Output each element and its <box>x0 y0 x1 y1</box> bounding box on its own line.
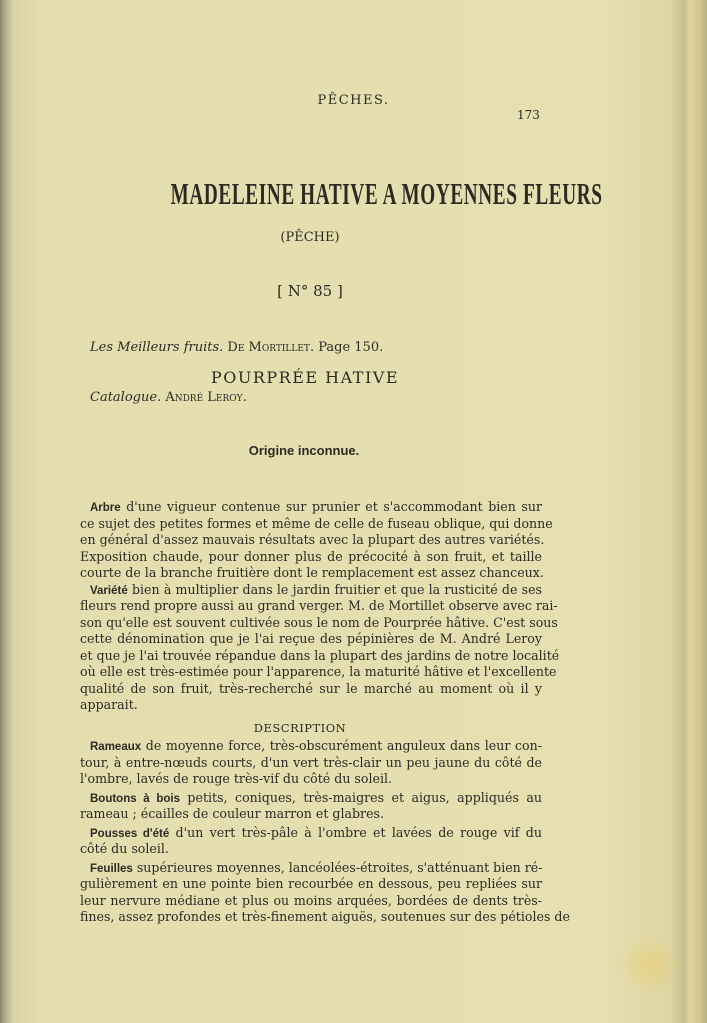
lead-term: Pousses d'été <box>90 827 170 840</box>
text-line <box>80 755 542 771</box>
synonym-heading: POURPRÉE HATIVE <box>210 368 400 387</box>
text-line <box>80 647 560 664</box>
reference-author: De Mortillet. <box>227 340 315 355</box>
entry-subtitle: (PÊCHE) <box>280 230 340 245</box>
lead-term: Variété <box>90 584 128 597</box>
text-line <box>80 681 542 697</box>
reference-author: André Leroy. <box>165 390 247 405</box>
text-line <box>80 549 542 565</box>
lead-term: Boutons à bois <box>90 792 180 805</box>
line-text: leur nervure médiane et plus ou moins arquées, bordées de dents très- <box>80 892 542 908</box>
text-line <box>80 697 542 713</box>
line-text: tour, à entre-nœuds courts, d'un vert très-clair un peu jaune du côté de <box>80 754 542 770</box>
reference-work: Catalogue. <box>90 390 162 405</box>
text-line <box>80 499 542 516</box>
text-line <box>80 515 553 532</box>
origin-note: Origine inconnue. <box>248 443 360 458</box>
line-text: cette dénomination que je l'ai reçue des pépinières de M. André Leroy <box>80 631 542 646</box>
text-line <box>80 582 542 599</box>
line-text: gulièrement en une pointe bien recourbée en dessous, peu repliées sur <box>80 876 542 891</box>
paper-stain <box>615 935 685 995</box>
line-text: fleurs rend propre aussi au grand verger. M. de Mortillet observe avec rai- <box>80 598 558 613</box>
line-text: côté du soleil. <box>80 841 169 856</box>
line-text: apparait. <box>80 697 138 712</box>
line-text: petits, coniques, très-maigres et aigus, appliqués au <box>179 789 542 805</box>
line-text: où elle est très-estimée pour l'apparence, la maturité hâtive et l'excellente <box>80 664 557 679</box>
line-text: bien à multiplier dans le jardin fruitier et que la rusticité de ses <box>127 581 542 597</box>
line-text: ce sujet des petites formes et même de celle de fuseau oblique, qui donne <box>80 515 553 531</box>
text-line <box>80 598 558 614</box>
text-line <box>80 806 542 822</box>
line-text: supérieures moyennes, lancéolées-étroites, s'atténuant bien ré- <box>132 859 543 875</box>
reference-work: Les Meilleurs fruits. <box>90 340 224 355</box>
text-line <box>80 565 542 581</box>
line-text: en général d'assez mauvais résultats avec la plupart des autres variétés. <box>80 532 545 547</box>
text-line <box>80 790 542 807</box>
line-text: fines, assez profondes et très-finement aiguës, soutenues sur des pétioles de <box>80 909 570 924</box>
lead-term: Feuilles <box>90 862 133 875</box>
line-text: son qu'elle est souvent cultivée sous le nom de Pourprée hâtive. C'est sous <box>80 614 558 630</box>
line-text: courte de la branche fruitière dont le remplacement est assez chanceux. <box>80 565 544 580</box>
line-text: qualité de son fruit, très-recherché sur le marché au moment où il y <box>80 680 542 696</box>
line-text: de moyenne force, très-obscurément anguleux dans leur con- <box>141 738 542 753</box>
line-text: l'ombre, lavés de rouge très-vif du côté du soleil. <box>80 771 393 786</box>
entry-title-text: MADELEINE HATIVE A MOYENNES FLEURS <box>170 176 603 211</box>
line-text: et que je l'ai trouvée répandue dans la plupart des jardins de notre localité <box>80 647 560 663</box>
text-line <box>80 909 570 925</box>
text-line <box>80 841 542 857</box>
text-line <box>80 876 542 892</box>
line-text: Exposition chaude, pour donner plus de précocité à son fruit, et taille <box>80 548 542 564</box>
reference-mortillet <box>90 340 383 355</box>
text-line <box>80 893 542 909</box>
line-text: rameau ; écailles de couleur marron et glabres. <box>80 806 384 821</box>
line-text: d'un vert très-pâle à l'ombre et lavées de rouge vif du <box>169 824 542 840</box>
entry-number: [ N° 85 ] <box>277 282 343 300</box>
line-text: d'une vigueur contenue sur prunier et s'accommodant bien sur <box>120 499 542 514</box>
reference-leroy <box>90 390 247 405</box>
lead-term: Rameaux <box>90 741 142 753</box>
text-line <box>80 664 557 680</box>
running-header: PÊCHES. <box>317 93 390 108</box>
text-line <box>80 825 542 842</box>
lead-term: Arbre <box>90 502 121 514</box>
reference-page: Page 150. <box>318 340 384 355</box>
page-number: 173 <box>517 108 540 122</box>
text-line <box>80 738 542 755</box>
text-line <box>80 860 542 877</box>
entry-title <box>170 176 603 212</box>
text-line <box>80 532 545 548</box>
text-line <box>80 614 558 631</box>
description-heading: DESCRIPTION <box>253 721 347 735</box>
text-line <box>80 771 542 787</box>
text-line <box>80 631 542 647</box>
